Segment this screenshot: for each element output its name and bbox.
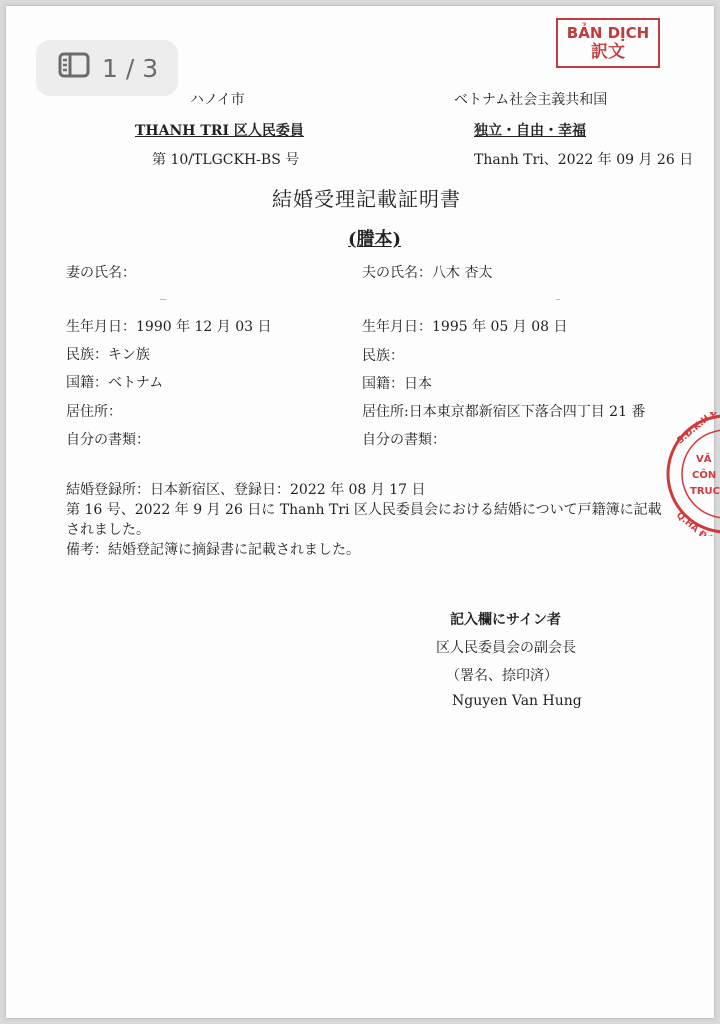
signature-note: （署名、捺印済） — [446, 668, 558, 684]
wife-name: 妻の氏名： — [66, 265, 136, 281]
svg-text:S.Đ.K.H.Đ: S.Đ.K.H.Đ — [675, 412, 720, 447]
svg-text:Q.HÀ ĐÔ: Q.HÀ ĐÔ — [674, 510, 715, 536]
husband-residence: 居住所:日本東京都新宿区下落合四丁目 21 番 — [362, 404, 646, 420]
husband-id-document: 自分の書類： — [362, 432, 446, 448]
scan-mark — [556, 299, 560, 300]
husband-ethnicity: 民族： — [362, 348, 404, 364]
wife-ethnicity: 民族：キン族 — [66, 347, 150, 363]
document-title: 結婚受理記載証明書 — [272, 187, 461, 211]
husband-nationality: 国籍：日本 — [362, 376, 432, 392]
translation-stamp — [556, 18, 660, 68]
wife-birth: 生年月日：1990 年 12 月 03 日 — [66, 319, 272, 335]
sidebar-toggle-icon — [58, 52, 90, 84]
svg-text:CÔN: CÔN — [692, 470, 717, 481]
signature-position: 区人民委員会の副会長 — [436, 640, 576, 656]
header-doc-number: 第 10/TLGCKH-BS 号 — [152, 152, 300, 168]
signature-label: 記入欄にサイン者 — [450, 612, 562, 628]
header-city: ハノイ市 — [190, 92, 245, 108]
wife-id-document: 自分の書類： — [66, 432, 150, 448]
wife-residence: 居住所： — [66, 404, 122, 420]
header-motto: 独立・自由・幸福 — [474, 123, 586, 139]
stamp-line1: BẢN DỊCH — [566, 24, 650, 42]
svg-text:TRUC: TRUC — [690, 486, 720, 497]
document-subtitle: (謄本) — [348, 229, 402, 250]
registration-line-1: 結婚登録所：日本新宿区、登録日：2022 年 08 月 17 日 — [66, 482, 426, 498]
husband-birth: 生年月日：1995 年 05 月 08 日 — [362, 319, 568, 335]
husband-name: 夫の氏名：八木 杏太 — [362, 265, 493, 281]
header-country: ベトナム社会主義共和国 — [454, 92, 608, 108]
page-indicator-button[interactable] — [36, 40, 178, 96]
svg-text:VĂ: VĂ — [696, 454, 712, 465]
stamp-line2: 訳文 — [591, 42, 625, 62]
scan-mark — [160, 299, 166, 300]
registration-remarks: 備考：結婚登記簿に摘録書に記載されました。 — [66, 542, 360, 558]
signer-name: Nguyen Van Hung — [452, 693, 582, 709]
header-date: Thanh Tri、2022 年 09 月 26 日 — [474, 152, 694, 168]
page-indicator-label: 1 / 3 — [102, 53, 159, 83]
official-seal — [666, 412, 720, 540]
wife-nationality: 国籍：ベトナム — [66, 375, 164, 391]
registration-line-2: 第 16 号、2022 年 9 月 26 日に Thanh Tri 区人民委員会における結婚について戸籍簿に記載されました。 — [66, 502, 662, 538]
header-committee: THANH TRI 区人民委員 — [135, 123, 304, 139]
